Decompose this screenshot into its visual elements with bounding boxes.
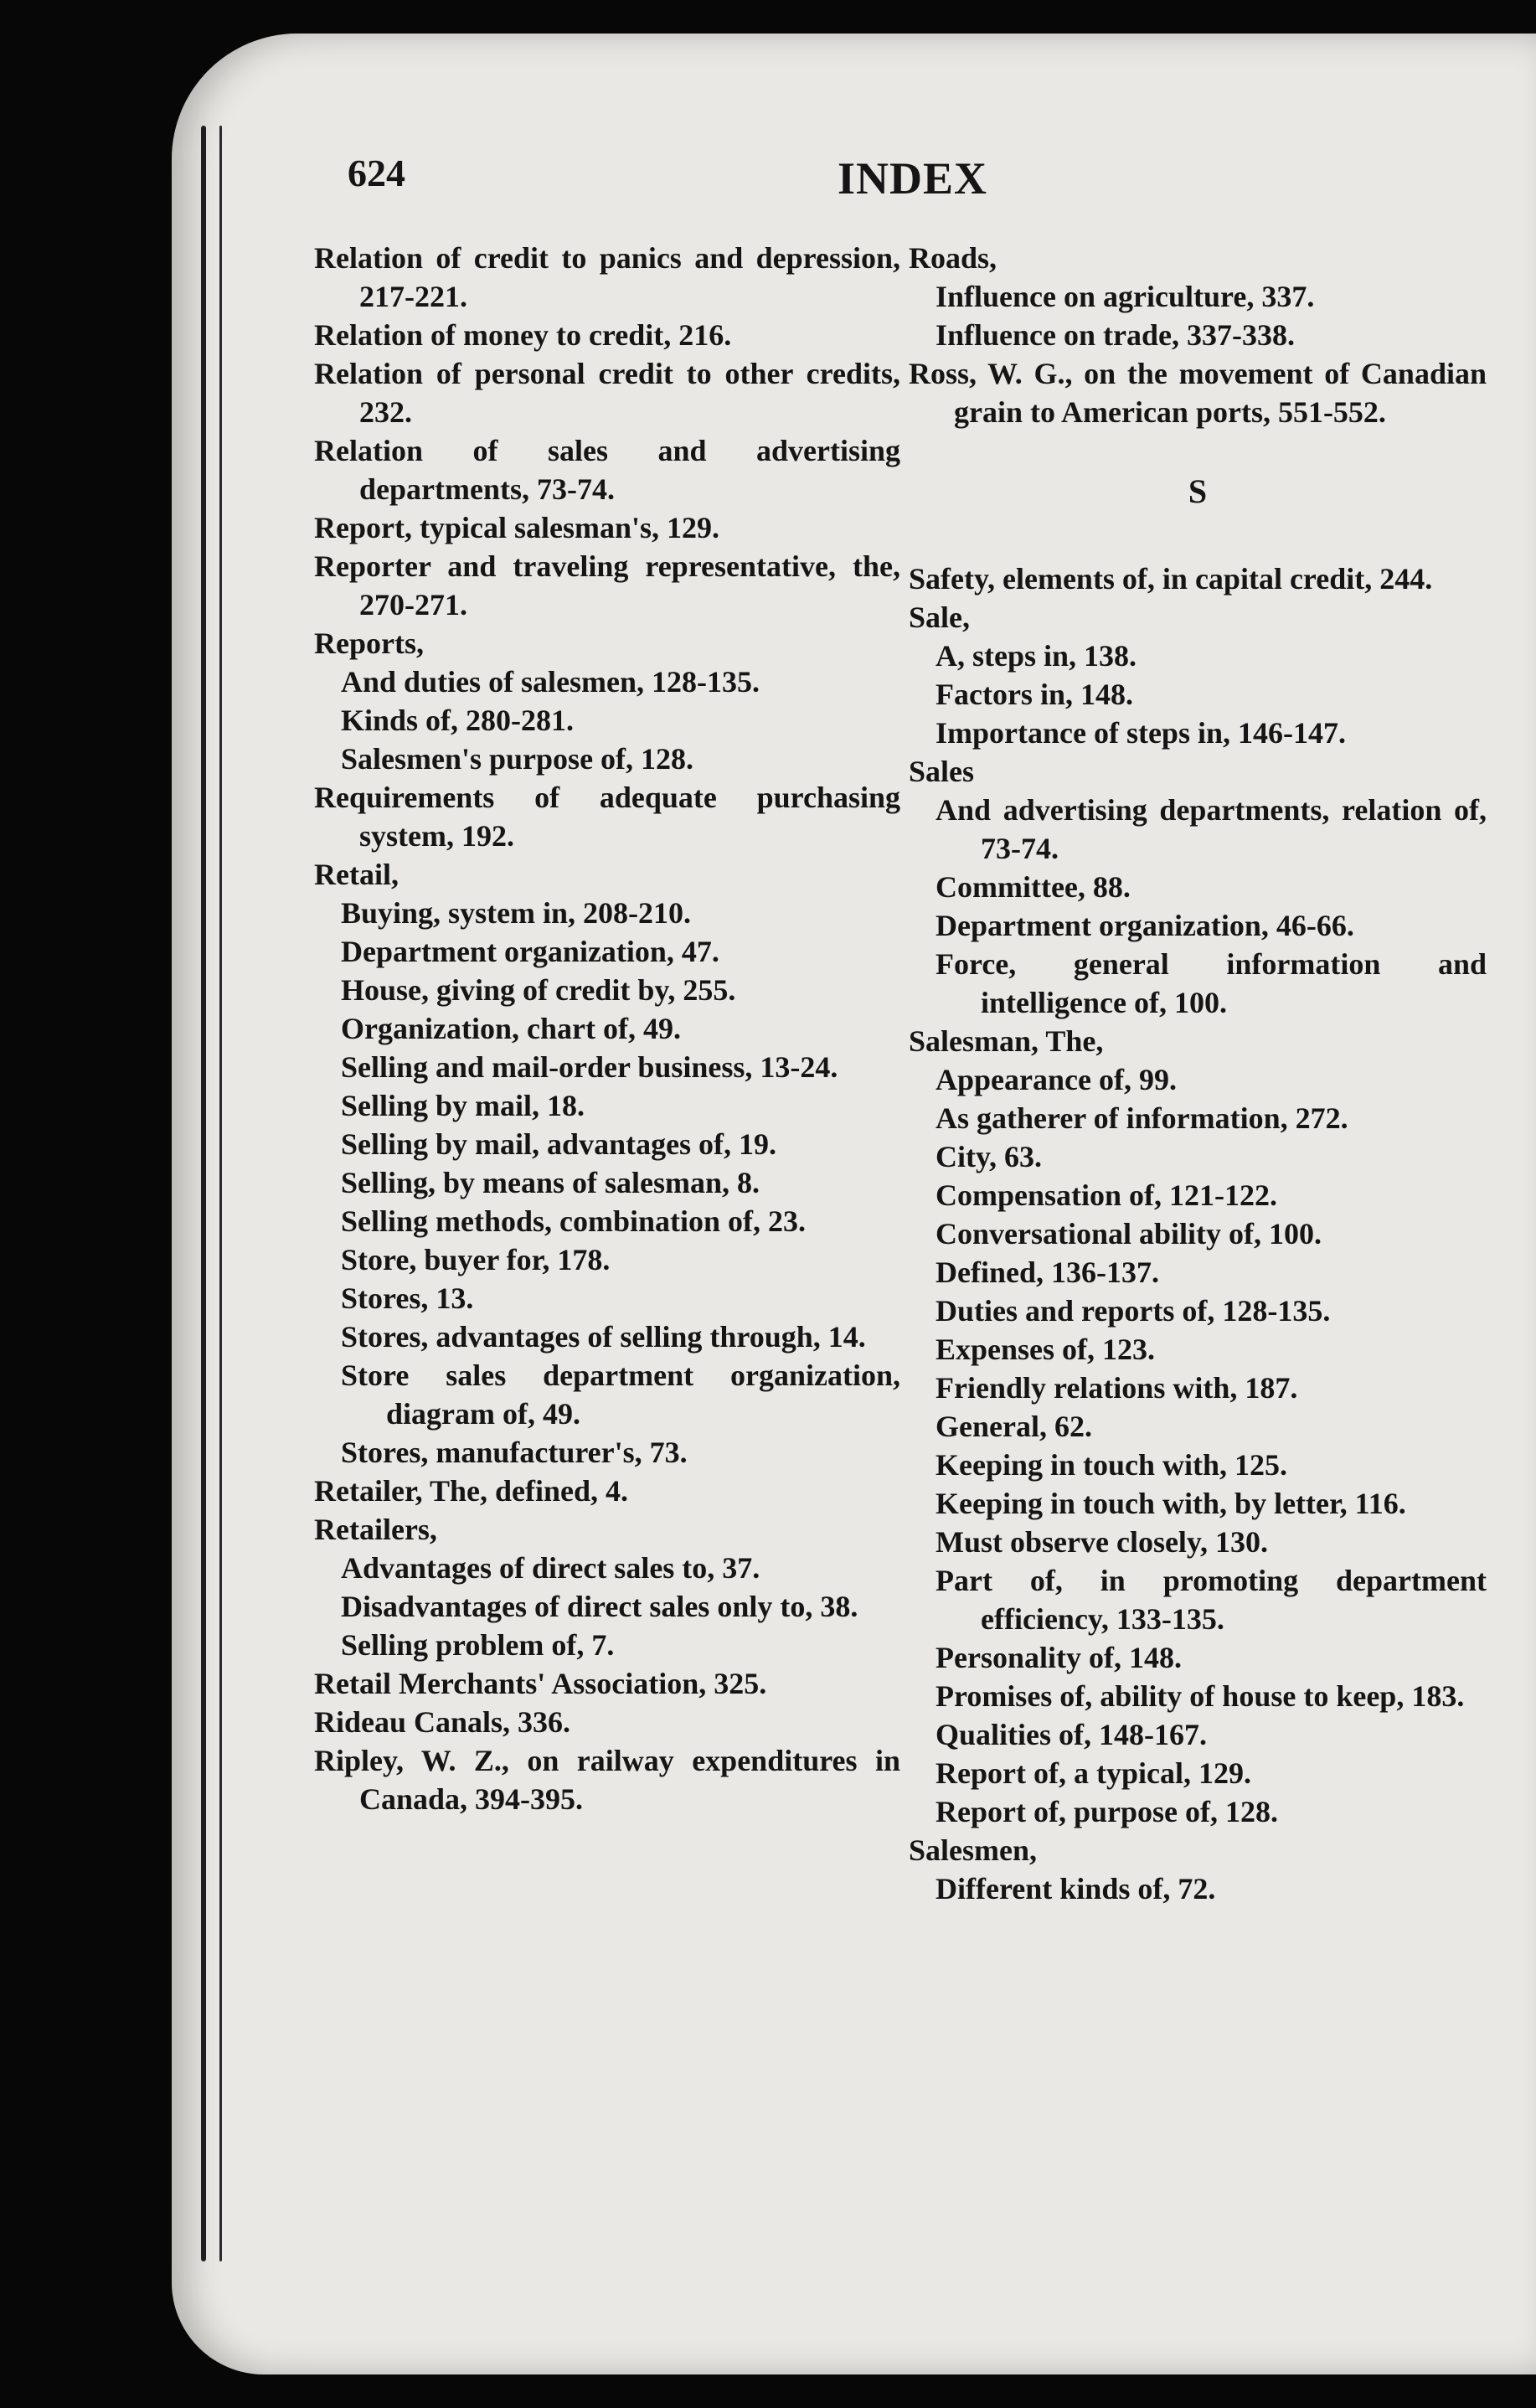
index-entry: Retailers, — [314, 1513, 437, 1546]
index-subentry: Selling problem of, 7. — [341, 1628, 615, 1662]
index-subentry: As gatherer of information, 272. — [936, 1101, 1348, 1135]
index-entries-s — [909, 559, 1487, 1908]
index-entry: Rideau Canals, 336. — [314, 1705, 571, 1739]
index-entries-r — [909, 239, 1487, 431]
index-entry: Relation of sales and advertising departments, 73-74. — [314, 434, 900, 506]
index-subentry: Must observe closely, 130. — [936, 1525, 1268, 1559]
index-subentry: Department organization, 47. — [341, 935, 719, 968]
index-subentry: Stores, manufacturer's, 73. — [341, 1436, 688, 1469]
index-subentry: And duties of salesmen, 128-135. — [341, 665, 760, 699]
index-subentry: Advantages of direct sales to, 37. — [341, 1551, 760, 1585]
index-subentry: House, giving of credit by, 255. — [341, 973, 736, 1007]
index-entry: Sale, — [909, 601, 971, 634]
index-entry: Roads, — [909, 241, 997, 275]
index-subentry: Expenses of, 123. — [936, 1333, 1156, 1366]
index-subentry: Influence on agriculture, 337. — [936, 280, 1315, 313]
index-subentry: Disadvantages of direct sales only to, 38. — [341, 1590, 858, 1623]
index-entry: Relation of credit to panics and depression, 217-221. — [314, 241, 900, 313]
index-subentry: Friendly relations with, 187. — [936, 1371, 1298, 1405]
index-subentry: Selling by mail, advantages of, 19. — [341, 1127, 777, 1161]
index-entry: Reporter and traveling representative, the, 270-271. — [314, 549, 900, 621]
index-entry: Safety, elements of, in capital credit, 244. — [909, 562, 1433, 596]
index-column-left — [314, 239, 900, 1818]
index-subentry: Defined, 136-137. — [936, 1256, 1159, 1289]
index-subentry: Report of, a typical, 129. — [936, 1756, 1251, 1790]
index-subentry: Stores, 13. — [341, 1281, 474, 1315]
index-entry: Report, typical salesman's, 129. — [314, 511, 719, 544]
index-entry: Ripley, W. Z., on railway expenditures in Canada, 394-395. — [314, 1744, 900, 1816]
index-subentry: Salesmen's purpose of, 128. — [341, 742, 694, 776]
index-subentry: And advertising departments, relation of, 73-74. — [936, 793, 1487, 865]
index-entry: Requirements of adequate purchasing system, 192. — [314, 781, 900, 853]
index-subentry: Compensation of, 121-122. — [936, 1178, 1278, 1212]
index-entry: Retail, — [314, 858, 399, 891]
index-subentry: Conversational ability of, 100. — [936, 1217, 1322, 1250]
index-entry: Salesman, The, — [909, 1024, 1104, 1058]
index-subentry: Part of, in promoting department efficiency, 133-135. — [936, 1564, 1487, 1636]
index-subentry: Store sales department organization, diagram of, 49. — [341, 1359, 900, 1431]
index-subentry: Stores, advantages of selling through, 14. — [341, 1320, 866, 1354]
page-number: 624 — [348, 152, 405, 194]
running-head: INDEX — [838, 153, 988, 204]
index-subentry: Factors in, 148. — [936, 678, 1133, 711]
index-subentry: City, 63. — [936, 1140, 1043, 1173]
index-subentry: Buying, system in, 208-210. — [341, 896, 692, 930]
page-edge-shadow-inner — [219, 126, 222, 2261]
index-entry: Retail Merchants' Association, 325. — [314, 1667, 767, 1700]
index-subentry: Selling, by means of salesman, 8. — [341, 1166, 760, 1199]
index-subentry: Qualities of, 148-167. — [936, 1718, 1207, 1751]
index-subentry: Different kinds of, 72. — [936, 1872, 1216, 1905]
index-subentry: Promises of, ability of house to keep, 183. — [936, 1679, 1465, 1713]
index-column-right — [909, 239, 1487, 1908]
index-subentry: Appearance of, 99. — [936, 1063, 1177, 1096]
section-letter: S — [1188, 472, 1208, 510]
index-subentry: General, 62. — [936, 1410, 1092, 1443]
index-subentry: Committee, 88. — [936, 870, 1131, 904]
index-entry: Salesmen, — [909, 1833, 1037, 1867]
index-subentry: Influence on trade, 337-338. — [936, 318, 1295, 352]
index-subentry: Keeping in touch with, by letter, 116. — [936, 1487, 1406, 1520]
index-subentry: Store, buyer for, 178. — [341, 1243, 611, 1276]
index-subentry: Importance of steps in, 146-147. — [936, 716, 1346, 750]
index-entry: Retailer, The, defined, 4. — [314, 1474, 628, 1508]
index-subentry: Keeping in touch with, 125. — [936, 1448, 1288, 1482]
index-subentry: Selling methods, combination of, 23. — [341, 1204, 807, 1238]
index-subentry: Duties and reports of, 128-135. — [936, 1294, 1331, 1328]
index-subentry: Force, general information and intelligence of, 100. — [936, 947, 1487, 1019]
index-subentry: A, steps in, 138. — [936, 639, 1137, 673]
index-subentry: Report of, purpose of, 128. — [936, 1795, 1278, 1828]
index-subentry: Organization, chart of, 49. — [341, 1012, 681, 1045]
index-subentry: Selling by mail, 18. — [341, 1089, 585, 1122]
index-entry: Relation of personal credit to other credits, 232. — [314, 357, 900, 429]
index-subentry: Personality of, 148. — [936, 1641, 1182, 1674]
index-entry: Sales — [909, 755, 975, 788]
index-subentry: Department organization, 46-66. — [936, 909, 1354, 942]
index-entry: Relation of money to credit, 216. — [314, 318, 732, 352]
index-entry: Reports, — [314, 626, 424, 660]
index-subentry: Kinds of, 280-281. — [341, 704, 575, 737]
page-edge-shadow — [201, 126, 206, 2261]
index-subentry: Selling and mail-order business, 13-24. — [341, 1050, 838, 1084]
index-entry: Ross, W. G., on the movement of Canadian grain to American ports, 551-552. — [909, 357, 1487, 429]
